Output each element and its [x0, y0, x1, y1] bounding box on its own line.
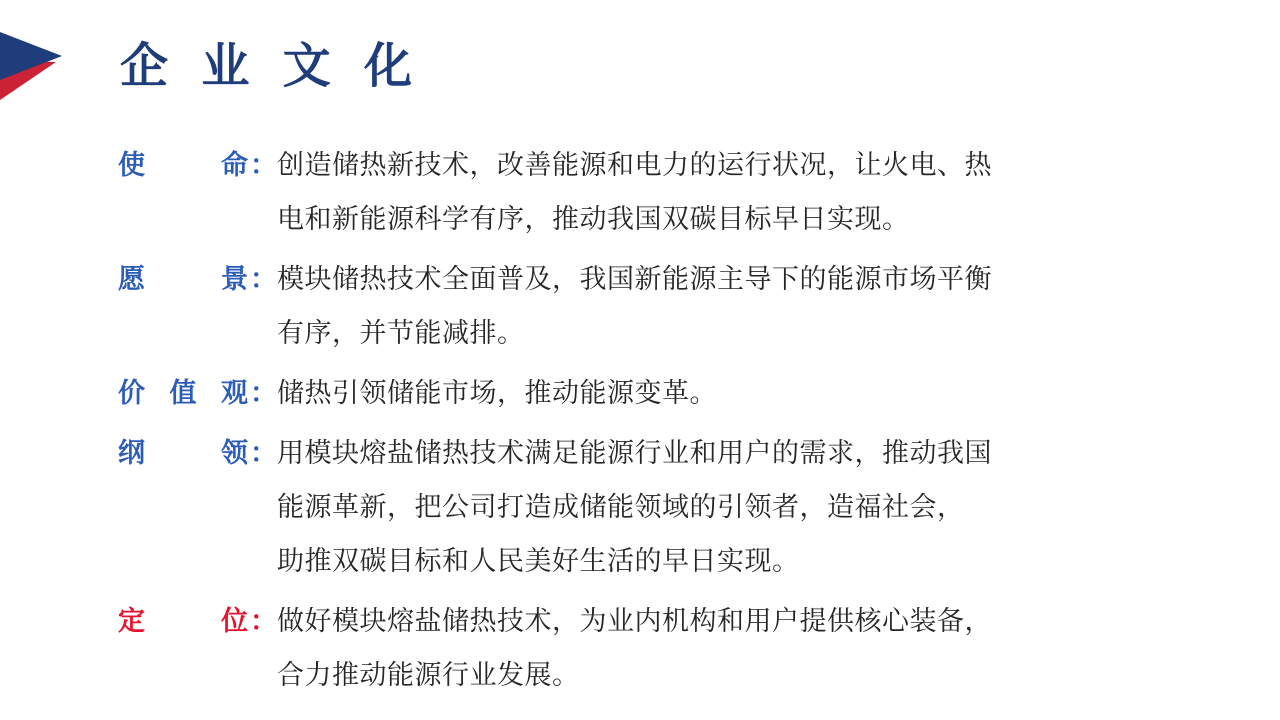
entry-text-vision: [277, 252, 1188, 360]
entry-label-vision: 愿景: [118, 264, 248, 294]
entry-colon: ：: [250, 606, 277, 636]
list-item: [118, 366, 1188, 420]
entry-colon: ：: [250, 438, 277, 468]
entry-line: 做好模块熔盐储热技术，为业内机构和用户提供核心装备，: [277, 606, 992, 636]
entry-label-program: 纲领: [118, 438, 248, 468]
list-item: [118, 594, 1188, 702]
list-item: [118, 426, 1188, 588]
list-item: [118, 138, 1188, 246]
entry-line: 有序，并节能减排。: [277, 318, 525, 348]
entry-text-mission: [277, 138, 1188, 246]
entry-line: 储热引领储能市场，推动能源变革。: [277, 378, 717, 408]
arrow-mark-icon: [0, 22, 86, 102]
entry-line: 模块储热技术全面普及，我国新能源主导下的能源市场平衡: [277, 264, 992, 294]
entry-text-positioning: [277, 594, 1188, 702]
entry-text-program: [277, 426, 1188, 588]
entry-label-values: 价值观: [118, 378, 248, 408]
entry-colon: ：: [250, 264, 277, 294]
entry-label-mission: 使命: [118, 150, 248, 180]
entry-line: 能源革新，把公司打造成储能领域的引领者，造福社会，: [277, 492, 965, 522]
entry-label-positioning: 定位: [118, 606, 248, 636]
entry-line: 用模块熔盐储热技术满足能源行业和用户的需求，推动我国: [277, 438, 992, 468]
page-title: 企 业 文 化: [120, 40, 423, 93]
entry-line: 助推双碳目标和人民美好生活的早日实现。: [277, 546, 800, 576]
list-item: [118, 252, 1188, 360]
entry-line: 电和新能源科学有序，推动我国双碳目标早日实现。: [277, 204, 910, 234]
entry-colon: ：: [250, 150, 277, 180]
entry-line: 创造储热新技术，改善能源和电力的运行状况，让火电、热: [277, 150, 992, 180]
entry-text-values: [277, 366, 1188, 420]
entry-line: 合力推动能源行业发展。: [277, 660, 580, 690]
entry-colon: ：: [250, 378, 277, 408]
culture-list: [118, 138, 1188, 708]
